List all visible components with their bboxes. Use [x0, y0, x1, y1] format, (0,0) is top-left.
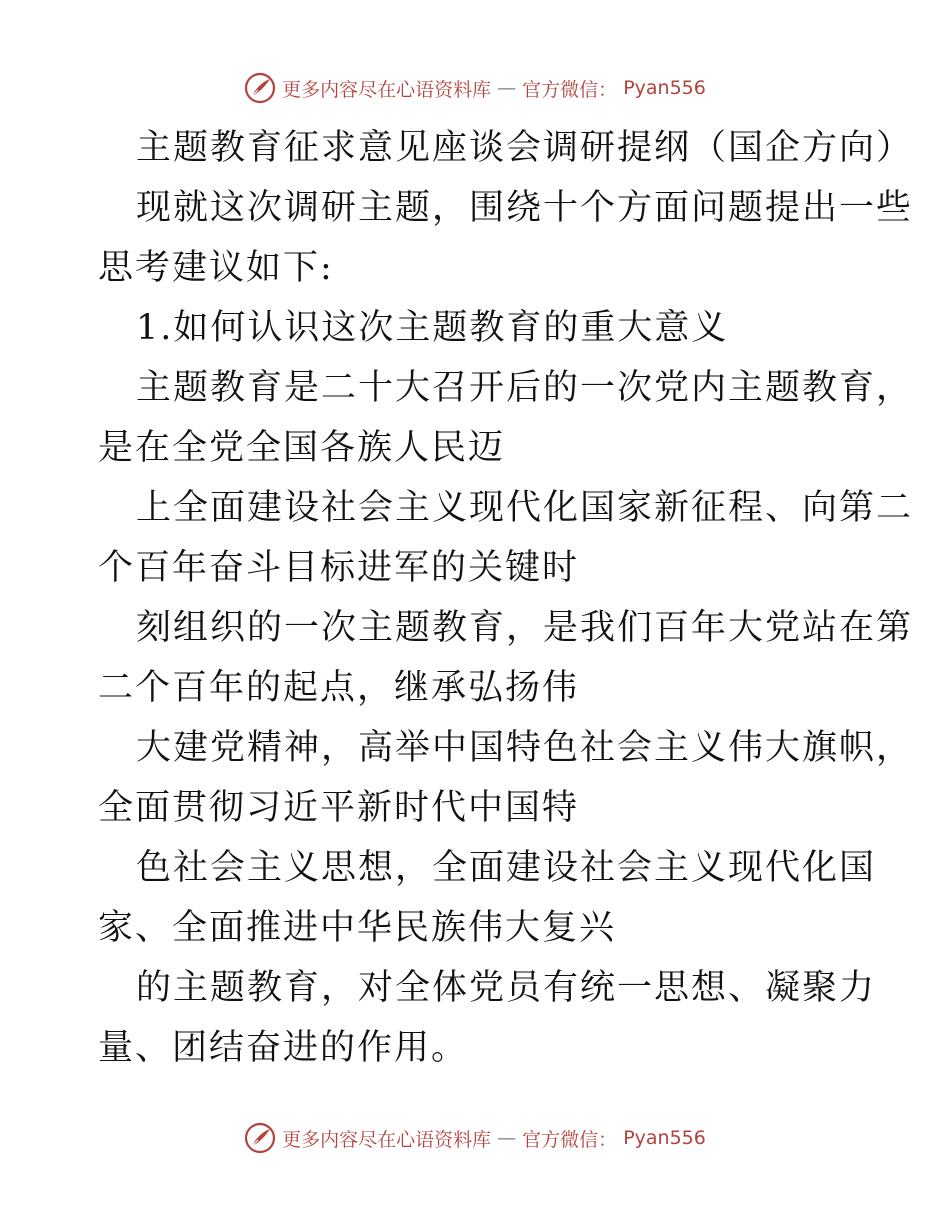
paragraph-line: 量、团结奋进的作用。	[98, 1028, 469, 1068]
header-watermark	[0, 72, 950, 104]
watermark-separator: —	[497, 1127, 517, 1149]
footer-watermark	[0, 1122, 950, 1154]
document-body	[98, 118, 914, 1078]
paragraph-line: 刻组织的一次主题教育，是我们百年大党站在第	[136, 608, 914, 648]
paragraph-line: 主题教育是二十大召开后的一次党内主题教育，	[136, 368, 914, 408]
watermark-text: 更多内容尽在心语资料库	[282, 78, 492, 101]
paragraph-line: 上全面建设社会主义现代化国家新征程、向第二	[136, 488, 914, 528]
quill-logo-icon	[244, 72, 276, 104]
quill-logo-icon	[244, 1122, 276, 1154]
paragraph-line: 家、全面推进中华民族伟大复兴	[98, 908, 617, 948]
paragraph-line: 二个百年的起点，继承弘扬伟	[98, 668, 580, 708]
document-title: 主题教育征求意见座谈会调研提纲（国企方向）	[136, 128, 914, 168]
watermark-wechat-label: 官方微信：	[522, 1128, 618, 1151]
paragraph-line: 思考建议如下:	[98, 248, 334, 288]
paragraph-line: 现就这次调研主题，围绕十个方面问题提出一些	[136, 188, 914, 228]
paragraph-line: 色社会主义思想，全面建设社会主义现代化国	[136, 848, 877, 888]
paragraph-line: 的主题教育，对全体党员有统一思想、凝聚力	[136, 968, 877, 1008]
watermark-wechat-id: Pyan556	[623, 77, 706, 99]
paragraph-line: 个百年奋斗目标进军的关键时	[98, 548, 580, 588]
watermark-wechat-id: Pyan556	[623, 1127, 706, 1149]
paragraph-line: 大建党精神，高举中国特色社会主义伟大旗帜，	[136, 728, 914, 768]
watermark-text: 更多内容尽在心语资料库	[282, 1128, 492, 1151]
watermark-wechat-label: 官方微信：	[522, 78, 618, 101]
paragraph-line: 是在全党全国各族人民迈	[98, 428, 506, 468]
section-heading: 1.如何认识这次主题教育的重大意义	[136, 308, 729, 348]
paragraph-line: 全面贯彻习近平新时代中国特	[98, 788, 580, 828]
watermark-separator: —	[497, 77, 517, 99]
